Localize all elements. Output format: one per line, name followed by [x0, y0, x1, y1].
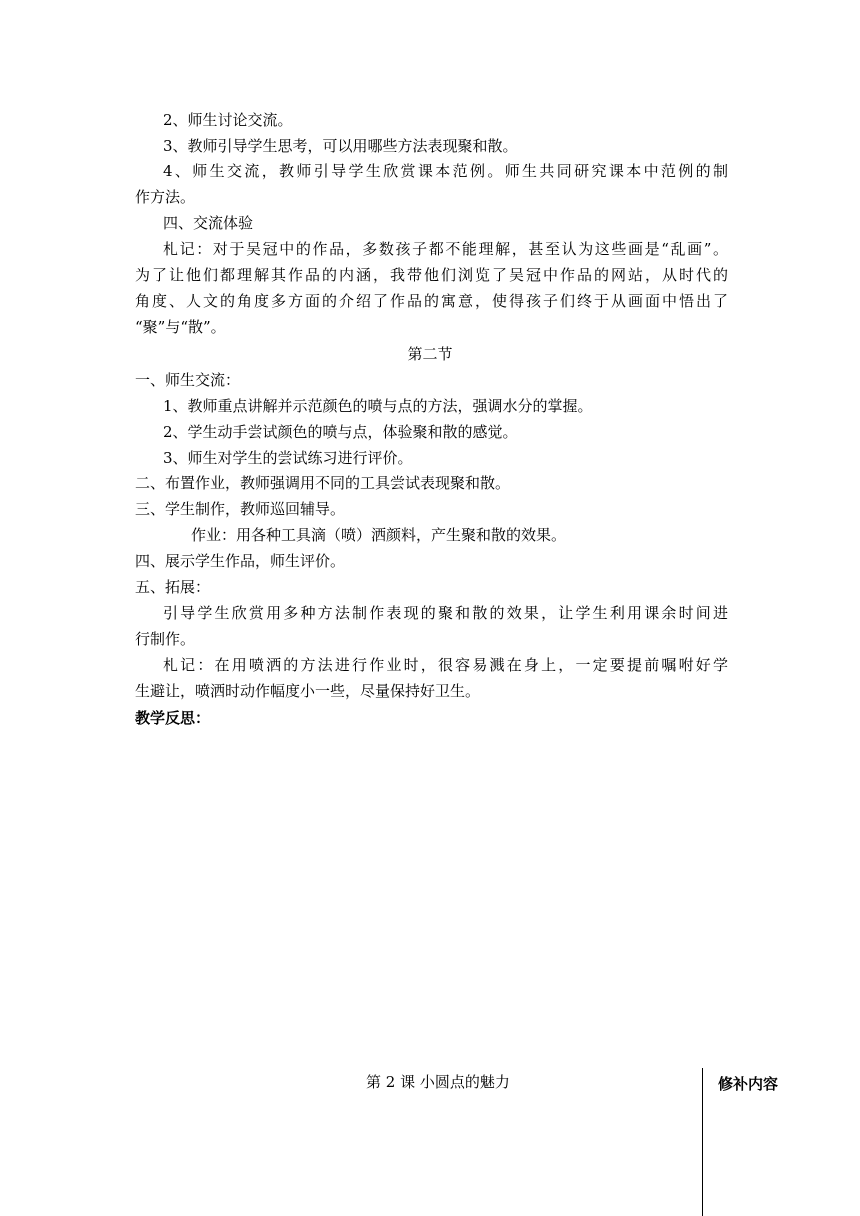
homework-line: 作业：用各种工具滴（喷）洒颜料，产生聚和散的效果。 — [191, 526, 567, 544]
section2-item-1-2: 2、学生动手尝试颜色的喷与点，体验聚和散的感觉。 — [163, 423, 518, 441]
section2-item-1-1: 1、教师重点讲解并示范颜色的喷与点的方法，强调水分的掌握。 — [163, 397, 593, 415]
teaching-reflection-label: 教学反思： — [135, 709, 211, 727]
step-4-line: 4、师生交流，教师引导学生欣赏课本范例。师生共同研究课本中范例的制 — [163, 162, 728, 180]
section-heading: 第二节 — [407, 345, 453, 363]
note2-line-2: 生避让，喷洒时动作幅度小一些，尽量保持好卫生。 — [135, 682, 481, 700]
side-column-divider — [702, 1068, 703, 1216]
note-paragraph-line-3: 角度、人文的角度多方面的介绍了作品的寓意，使得孩子们终于从画面中悟出了 — [135, 292, 728, 310]
step-4-line-cont: 作方法。 — [135, 188, 196, 206]
section2-item-1: 一、师生交流： — [135, 371, 241, 389]
section2-item-1-3: 3、师生对学生的尝试练习进行评价。 — [163, 449, 413, 467]
extension-line-2: 行制作。 — [135, 630, 196, 648]
section2-item-3: 三、学生制作，教师巡回辅导。 — [135, 500, 346, 518]
step-2-line: 2、师生讨论交流。 — [163, 111, 293, 129]
section2-item-5: 五、拓展： — [135, 578, 211, 596]
next-lesson-title: 第 2 课 小圆点的魅力 — [366, 1073, 510, 1091]
section2-item-2: 二、布置作业，教师强调用不同的工具尝试表现聚和散。 — [135, 474, 511, 492]
extension-line-1: 引导学生欣赏用多种方法制作表现的聚和散的效果，让学生利用课余时间进 — [163, 604, 728, 622]
note-paragraph-line-1: 札记：对于吴冠中的作品，多数孩子都不能理解，甚至认为这些画是“乱画”。 — [163, 240, 728, 258]
exchange-heading: 四、交流体验 — [163, 214, 254, 232]
note2-line-1: 札记：在用喷洒的方法进行作业时，很容易溅在身上，一定要提前嘱咐好学 — [163, 656, 728, 674]
note-paragraph-line-4: “聚”与“散”。 — [135, 318, 226, 336]
note-paragraph-line-2: 为了让他们都理解其作品的内涵，我带他们浏览了吴冠中作品的网站，从时代的 — [135, 266, 728, 284]
section2-item-4: 四、展示学生作品，师生评价。 — [135, 552, 346, 570]
side-label: 修补内容 — [718, 1075, 779, 1093]
step-3-line: 3、教师引导学生思考，可以用哪些方法表现聚和散。 — [163, 137, 518, 155]
